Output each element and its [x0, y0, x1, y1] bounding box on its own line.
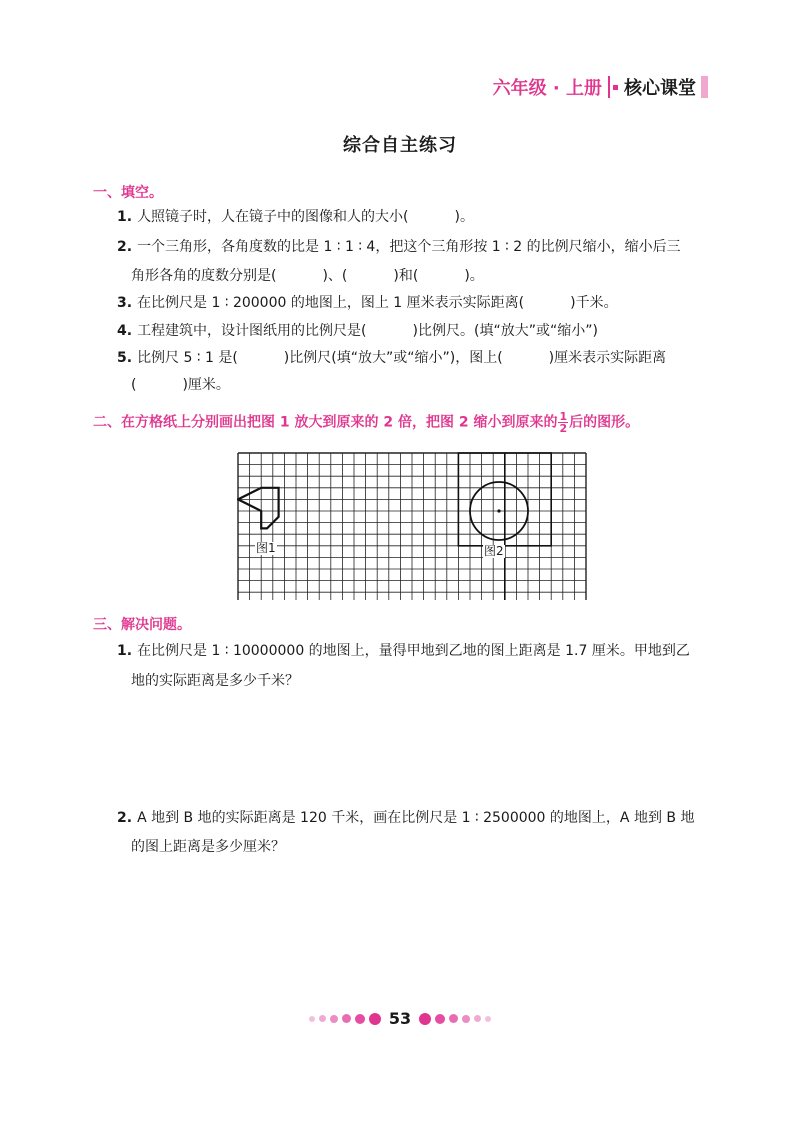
question-text: )比例尺(填“放大”或“缩小”)，图上(: [283, 350, 503, 366]
question-text: 工程建筑中，设计图纸用的比例尺是(: [137, 323, 367, 339]
dot-icon: [462, 1015, 470, 1023]
dot-icon: [309, 1016, 315, 1022]
question-text: A 地到 B 地的实际距离是 120 千米，画在比例尺是 1 ∶ 2500000 的地图上，A 地到 B 地: [137, 810, 695, 826]
dot-icon: [449, 1014, 458, 1023]
question-text: )和(: [393, 268, 419, 284]
dot-icon: [355, 1014, 365, 1024]
question-text: 在比例尺是 1 ∶ 10000000 的地图上，量得甲地到乙地的图上距离是 1.7 厘米。甲地到乙: [137, 643, 690, 659]
figure-2-label: 图2: [484, 544, 504, 558]
header-grade: 六年级 · 上册: [492, 78, 602, 99]
question-text: )。: [464, 268, 484, 284]
question-text: )比例尺。(填“放大”或“缩小”): [412, 323, 598, 339]
question-number: 3.: [117, 295, 133, 311]
page-footer: [0, 1009, 800, 1028]
solve-question-2: [117, 803, 707, 833]
section-fill-heading: 一、填空。: [93, 185, 163, 201]
question-number: 1.: [117, 643, 133, 659]
fill-question-2-cont: [131, 261, 484, 291]
fraction-denominator: 2: [559, 422, 568, 435]
page-title: 综合自主练习: [343, 135, 457, 156]
question-text: )厘米。: [182, 377, 230, 393]
page-number: 53: [388, 1009, 412, 1028]
dot-icon: [474, 1015, 481, 1022]
grid-paper[interactable]: [237, 452, 587, 604]
question-text: )厘米表示实际距离: [548, 350, 667, 366]
question-text: 在比例尺是 1 ∶ 200000 的地图上，图上 1 厘米表示实际距离(: [137, 295, 525, 311]
fraction: [558, 411, 568, 434]
question-number: 5.: [117, 350, 133, 366]
fraction-numerator: 1: [559, 410, 568, 423]
question-text: 角形各角的度数分别是(: [131, 268, 277, 284]
section-solve-heading: 三、解决问题。: [93, 617, 191, 633]
fill-question-5: [117, 343, 707, 373]
question-number: 1.: [117, 209, 133, 225]
dot-icon: [485, 1016, 491, 1022]
section-text: 后的图形。: [569, 414, 640, 431]
dot-icon: [435, 1014, 445, 1024]
question-text: )。: [454, 209, 474, 225]
header-bar-icon: [701, 76, 708, 98]
section-draw-heading: [93, 411, 639, 434]
question-number: 2.: [117, 239, 133, 255]
question-text: 比例尺 5 ∶ 1 是(: [137, 350, 238, 366]
header-square-icon: [613, 85, 618, 90]
question-text: (: [131, 377, 137, 393]
solve-question-1: [117, 636, 707, 666]
fill-question-1: [117, 202, 707, 232]
fill-question-4: [117, 316, 707, 346]
page-header: [493, 74, 708, 100]
question-text: 一个三角形，各角度数的比是 1 ∶ 1 ∶ 4，把这个三角形按 1 ∶ 2 的比例尺缩小，缩小后三: [137, 239, 681, 255]
dot-icon: [419, 1013, 431, 1025]
grid-svg[interactable]: [237, 452, 587, 600]
question-text: )千米。: [570, 295, 618, 311]
fill-question-2: [117, 232, 707, 262]
dot-icon: [369, 1013, 381, 1025]
fill-question-3: [117, 288, 707, 318]
question-text: )、(: [322, 268, 348, 284]
header-course: 核心课堂: [624, 78, 696, 99]
question-number: 4.: [117, 323, 133, 339]
figure-2-center-dot: [497, 509, 500, 512]
figure-1-label: 图1: [256, 541, 276, 555]
fill-question-5-cont: [131, 370, 230, 400]
dot-icon: [342, 1014, 351, 1023]
solve-question-2-cont: 的图上距离是多少厘米？: [131, 839, 285, 855]
question-number: 2.: [117, 810, 133, 826]
header-separator: [608, 76, 610, 98]
solve-question-1-cont: 地的实际距离是多少千米？: [131, 673, 299, 689]
section-text: 二、在方格纸上分别画出把图 1 放大到原来的 2 倍，把图 2 缩小到原来的: [93, 414, 558, 431]
dot-icon: [319, 1015, 326, 1022]
question-text: 人照镜子时，人在镜子中的图像和人的大小(: [137, 209, 409, 225]
dot-icon: [330, 1015, 338, 1023]
